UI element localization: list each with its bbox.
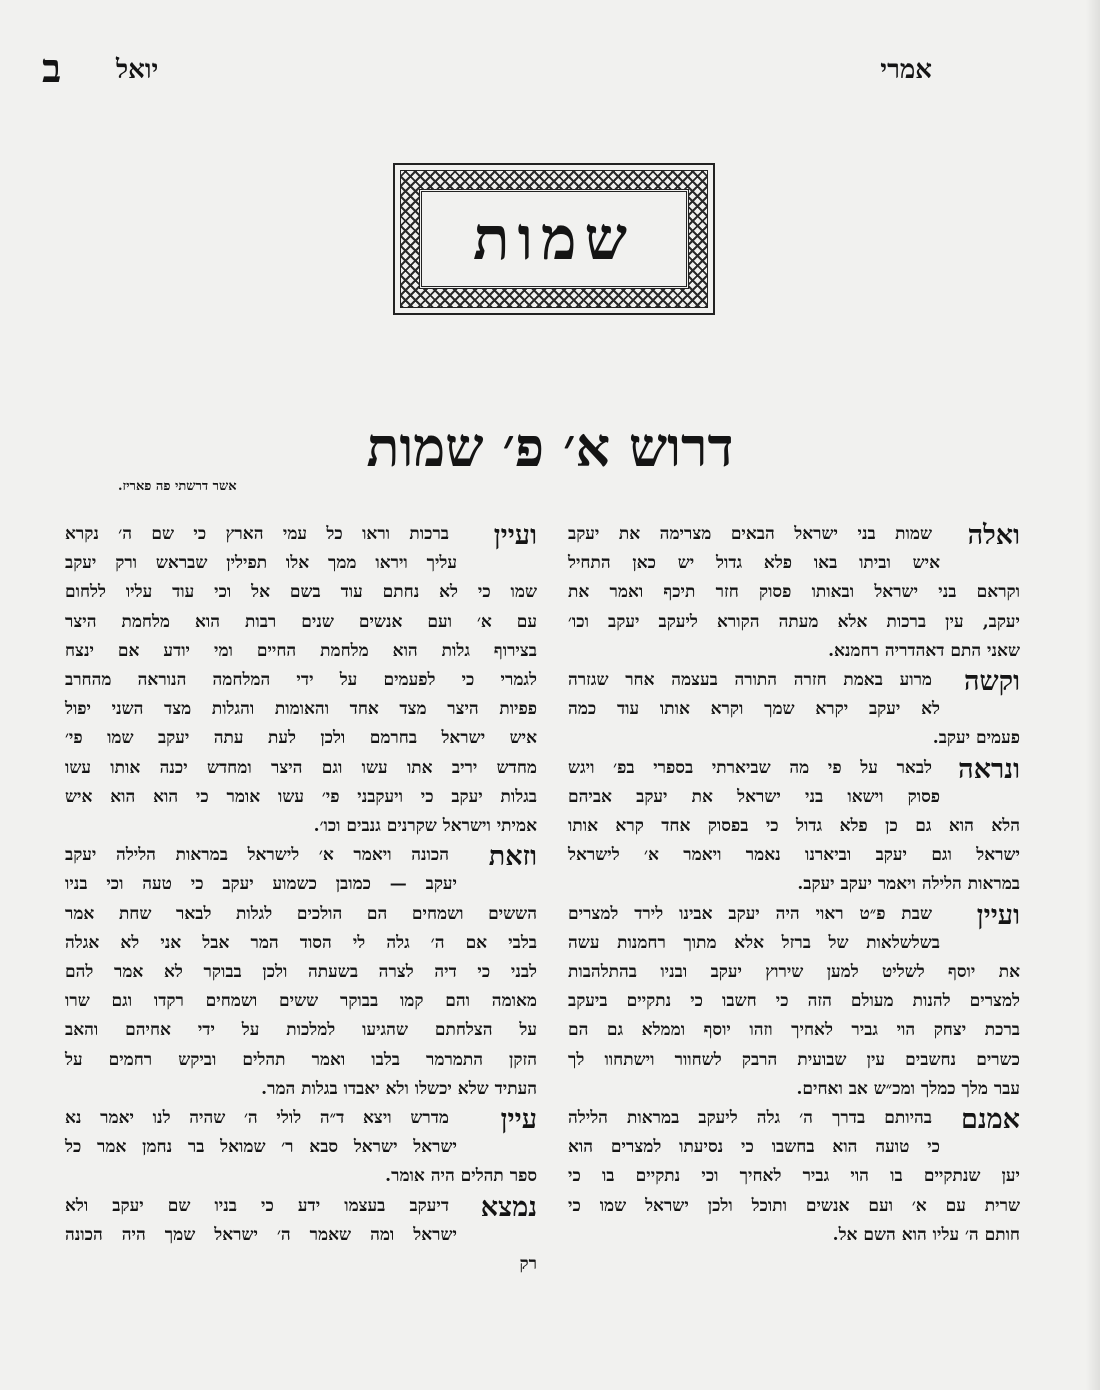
text-line: ברכת יצחק הוי גביר לאחיך וזהו יוסף וממלא גם הם bbox=[568, 1020, 1020, 1041]
text-line: במראות הלילה ויאמר יעקב יעקב. bbox=[797, 874, 1020, 895]
text-line: על הצלחתם שהגיעו למלכות על ידי אחיהם והאב bbox=[65, 1020, 537, 1041]
text-line: לבני כי דיה לצרה בשעתה ולכן בבוקר לא אמר להם bbox=[65, 962, 537, 983]
text-line: פעמים יעקב. bbox=[932, 728, 1020, 749]
text-line: הכונה ויאמר א׳ לישראל במראות הלילה יעקב bbox=[65, 845, 449, 866]
paragraph-lead-word: ואלה bbox=[967, 520, 1020, 551]
text-line: בשלשלאות של ברזל אלא מתוך רחמנות עשה bbox=[568, 932, 940, 953]
text-line: שרית עם א׳ ועם אנשים ותוכל ולכן ישראל שמו כי bbox=[568, 1195, 1020, 1216]
page-number-letter: ב bbox=[42, 45, 62, 92]
text-line: ישראל ישראל סבא ר׳ שמואל בר נחמן אמר כל bbox=[65, 1137, 457, 1158]
paragraph bbox=[568, 666, 1020, 754]
text-line: עליך ויראו ממך אלו תפילין שבראש ורק יעקב bbox=[65, 553, 457, 574]
text-line: הלא הוא גם כן פלא גדול כי בפסוק אחד קרא אותו bbox=[568, 816, 1020, 837]
paragraph bbox=[568, 754, 1020, 900]
text-line: הששים ושמחים הם הולכים לגלות לבאר שחת אמר bbox=[65, 903, 537, 924]
paragraph bbox=[65, 1104, 537, 1192]
text-line: לבאר על פי מה שביארתי בספרי בפ׳ ויגש bbox=[568, 757, 932, 778]
text-line: בלבי אם ה׳ גלה לי הסוד המר אבל אני לא אגלה bbox=[65, 932, 537, 953]
paragraph bbox=[65, 841, 537, 1104]
text-line: פפיות היצר מצד אחד והאומות והגלות מצד השני יפול bbox=[65, 699, 537, 720]
text-line: ישראל ומה שאמר ה׳ ישראל שמך היה הכונה bbox=[65, 1224, 457, 1245]
ornamental-title-frame bbox=[393, 163, 715, 315]
text-line: יעקב, עין ברכות אלא מעתה הקורא ליעקב יעקב וכו׳ bbox=[568, 611, 1020, 632]
running-header-right: אמרי bbox=[880, 55, 932, 85]
text-line: עם א׳ ועם אנשים שנים רבות הוא מלחמת היצר bbox=[65, 611, 537, 632]
text-line: הזקן התמרמר בלבו ואמר תהלים וביקש רחמים על bbox=[65, 1049, 537, 1070]
text-line: חותם ה׳ עליו הוא השם אל. bbox=[832, 1224, 1020, 1245]
text-line: בצירוף גלות הוא מלחמת החיים ומי יודע אם ינצח bbox=[65, 640, 537, 661]
text-line: מחדש יריב אתו עשו וגם היצר ומחדש יכנה אותו עשו bbox=[65, 757, 537, 778]
frame-ornament-border bbox=[400, 170, 708, 308]
text-line: איש ישראל בחרמם ולכן לעת עתה יעקב שמו פי׳ bbox=[65, 728, 537, 749]
page-edge-shadow bbox=[1086, 0, 1100, 1390]
paragraph-lead-word: נמצא bbox=[480, 1191, 537, 1223]
text-line: ברכות וראו כל עמי הארץ כי שם ה׳ נקרא bbox=[65, 524, 449, 544]
text-line: את יוסף לשליט למען שירוץ יעקב ובניו בהתלהבות bbox=[568, 962, 1020, 983]
parsha-title: שמות bbox=[473, 204, 635, 274]
text-line: לגמרי כי לפעמים על ידי המלחמה הנוראה מהחרב bbox=[65, 670, 537, 691]
text-line: שבת פ״ט ראוי היה יעקב אבינו לירד למצרים bbox=[568, 903, 932, 924]
text-line: אמיתי וישראל שקרנים גנבים וכו׳. bbox=[313, 816, 537, 837]
text-line: מרוע באמת חזרה התורה בעצמה אחר שגזרה bbox=[568, 670, 932, 691]
text-line: העתיד שלא יכשלו ולא יאבדו בגלות המר. bbox=[261, 1078, 537, 1099]
paragraph-lead-word: אמנם bbox=[961, 1104, 1020, 1136]
text-line: שאני התם דאהדריה רחמנא. bbox=[828, 640, 1020, 661]
paragraph bbox=[568, 900, 1020, 1104]
frame-inner-panel bbox=[419, 189, 689, 289]
sermon-subheading: אשר דרשתי פה פאריז. bbox=[118, 479, 237, 494]
text-line: עבר מלך כמלך ומכ״ש אב ואחים. bbox=[796, 1078, 1020, 1099]
text-column-left bbox=[65, 520, 537, 1279]
text-line: כשרים נחשבים עין שבועית הרבק לשחוור וישתחוו לך bbox=[568, 1049, 1020, 1070]
text-line: יעקב — כמובן כשמוע יעקב כי טעה וכי בניו bbox=[65, 874, 457, 895]
paragraph-lead-word: עיין bbox=[500, 1104, 537, 1136]
text-line: מדרש ויצא ד״ה לולי ה׳ שהיה לנו יאמר נא bbox=[65, 1108, 449, 1129]
paragraph bbox=[65, 1192, 537, 1280]
text-line: לא יעקב יקרא שמך וקרא אותו עוד כמה bbox=[568, 699, 940, 720]
text-line: למצרים להנות מעולם הזה כי חשבו כי נתקיים ביעקב bbox=[568, 991, 1020, 1012]
text-line: רק bbox=[519, 1254, 537, 1275]
paragraph-lead-word: ונראה bbox=[958, 753, 1020, 785]
text-line: שמו כי לא נחתם עוד בשם אל וכי עוד עליו ללחום bbox=[65, 582, 537, 603]
text-line: בהיותם בדרך ה׳ גלה ליעקב במראות הלילה bbox=[568, 1108, 932, 1129]
text-line: ספר תהלים היה אומר. bbox=[385, 1166, 537, 1187]
paragraph-lead-word: וזאת bbox=[488, 841, 537, 873]
paragraph bbox=[568, 1104, 1020, 1250]
text-line: פסוק וישאו בני ישראל את יעקב אביהם bbox=[568, 786, 940, 807]
paragraph-lead-word: וקשה bbox=[963, 666, 1020, 698]
running-header-left: יואל bbox=[116, 55, 159, 85]
text-line: שמות בני ישראל הבאים מצרימה את יעקב bbox=[568, 524, 932, 544]
paragraph-lead-word: ועיין bbox=[493, 520, 537, 551]
paragraph-lead-word: ועיין bbox=[976, 899, 1020, 931]
text-line: יען שנתקיים בו הוי גביר לאחיך וכי נתקיים בו כי bbox=[568, 1166, 1020, 1187]
text-line: ישראל וגם יעקב וביארנו נאמר ויאמר א׳ לישראל bbox=[568, 845, 1020, 866]
paragraph bbox=[568, 520, 1020, 666]
text-line: איש וביתו באו פלא גדול יש כאן התחיל bbox=[568, 553, 940, 574]
text-line: דיעקב בעצמו ידע כי בניו שם יעקב ולא bbox=[65, 1195, 449, 1216]
paragraph bbox=[65, 520, 537, 841]
text-column-right bbox=[568, 520, 1020, 1250]
text-line: כי טועה הוא בחשבו כי נסיעתו למצרים הוא bbox=[568, 1137, 940, 1158]
sermon-heading: דרוש א׳ פ׳ שמות bbox=[366, 415, 734, 479]
text-line: וקראם בני ישראל ובאותו פסוק חזר תיכף ואמר את bbox=[568, 582, 1020, 603]
text-line: מאומה והם קמו בבוקר ששים ושמחים רקדו וגם שרו bbox=[65, 991, 537, 1012]
text-line: בגלות יעקב כי ויעקבני פי׳ עשו אומר כי הוא הוא איש bbox=[65, 786, 537, 807]
